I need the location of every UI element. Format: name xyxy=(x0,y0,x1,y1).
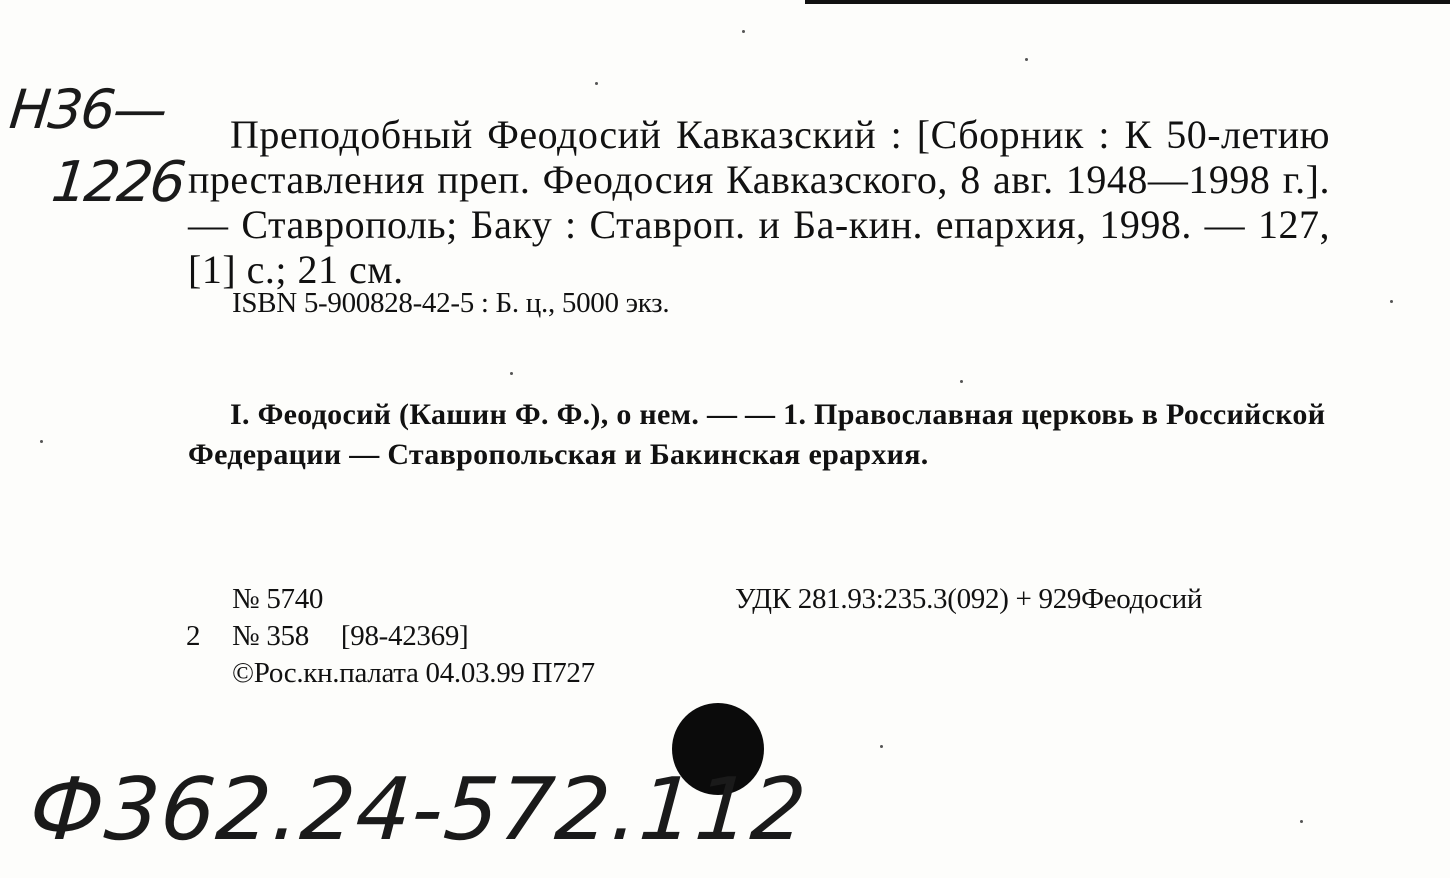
paper-speck xyxy=(510,372,513,375)
paper-speck xyxy=(1300,820,1303,823)
registration-number: № 358 xyxy=(232,620,309,652)
paper-speck xyxy=(960,380,963,383)
udk-code: УДК 281.93:235.3(092) + 929Феодосий xyxy=(735,583,1203,615)
subject-headings: I. Феодосий (Кашин Ф. Ф.), о нем. — — 1. Православная церковь в Российской Федерации — Ставропольская и Бакинская ерархия. xyxy=(188,398,1326,471)
paper-speck xyxy=(742,30,745,33)
handwritten-classification: Ф362.24-572.112 xyxy=(26,760,811,860)
bracket-code: [98-42369] xyxy=(340,620,469,652)
paper-speck xyxy=(40,440,43,443)
paper-speck xyxy=(1025,58,1028,61)
paper-speck xyxy=(880,745,883,748)
card-top-edge xyxy=(805,0,1450,4)
isbn-line: ISBN 5-900828-42-5 : Б. ц., 5000 экз. xyxy=(232,287,670,319)
handwritten-shelf-mark-bottom: 1226 xyxy=(48,150,186,215)
book-chamber-line: ©Рос.кн.палата 04.03.99 П727 xyxy=(232,657,595,689)
paper-speck xyxy=(1390,300,1393,303)
record-number: № 5740 xyxy=(232,583,324,615)
row-digit: 2 xyxy=(186,620,201,652)
paper-speck xyxy=(595,82,598,85)
registration-row xyxy=(186,620,468,653)
bibliographic-description: Преподобный Феодосий Кавказский : [Сборник : К 50-летию преставления преп. Феодосия Кавказского, 8 авг. 1948—1998 г.]. — Ставрополь; Баку : Ставроп. и Ба-кин. епархия, 1998. — 127, [1] с.; 21 см. xyxy=(188,112,1330,292)
handwritten-shelf-mark-top: Н36— xyxy=(6,78,169,141)
